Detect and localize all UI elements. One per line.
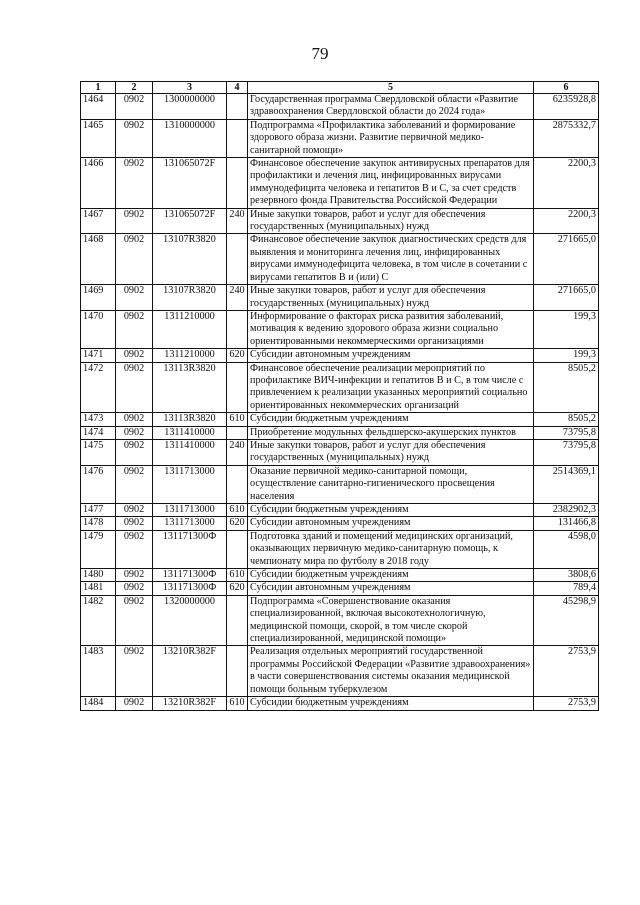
item-name: Субсидии автономным учреждениям: [248, 582, 534, 595]
amount: 2200,3: [534, 158, 599, 209]
section-code: 0902: [116, 349, 153, 362]
page-number: 79: [311, 44, 329, 63]
target-article-code: 13113R3820: [153, 413, 227, 426]
amount: 2514369,1: [534, 465, 599, 503]
section-code: 0902: [116, 517, 153, 530]
row-number: 1470: [81, 310, 116, 348]
table-body: [81, 94, 599, 711]
table-row: [81, 94, 599, 120]
section-code: 0902: [116, 362, 153, 413]
expense-type-code: [227, 530, 248, 568]
row-number: 1479: [81, 530, 116, 568]
table-row: [81, 439, 599, 465]
table-row: [81, 285, 599, 311]
budget-table: [80, 81, 599, 711]
row-number: 1465: [81, 119, 116, 157]
section-code: 0902: [116, 208, 153, 234]
table-row: [81, 119, 599, 157]
expense-type-code: [227, 646, 248, 697]
expense-type-code: [227, 595, 248, 646]
expense-type-code: [227, 94, 248, 120]
row-number: 1477: [81, 504, 116, 517]
item-name: Иные закупки товаров, работ и услуг для обеспечения государственных (муниципальных) нужд: [248, 285, 534, 311]
item-name: Реализация отдельных мероприятий государственной программы Российской Федерации «Развитие здравоохранения» в части совершенствования системы оказания медицинской помощи больным туберкулезом: [248, 646, 534, 697]
target-article-code: 1311410000: [153, 426, 227, 439]
row-number: 1478: [81, 517, 116, 530]
item-name: Субсидии бюджетным учреждениям: [248, 697, 534, 710]
row-number: 1476: [81, 465, 116, 503]
table-row: [81, 465, 599, 503]
section-code: 0902: [116, 569, 153, 582]
table-header: [81, 82, 599, 94]
expense-type-code: [227, 310, 248, 348]
amount: 2875332,7: [534, 119, 599, 157]
row-number: 1474: [81, 426, 116, 439]
item-name: Субсидии бюджетным учреждениям: [248, 504, 534, 517]
item-name: Субсидии автономным учреждениям: [248, 349, 534, 362]
target-article-code: 131065072F: [153, 158, 227, 209]
target-article-code: 131171300Ф: [153, 582, 227, 595]
section-code: 0902: [116, 646, 153, 697]
item-name: Финансовое обеспечение реализации мероприятий по профилактике ВИЧ-инфекции и гепатитов В и С, в том числе с привлечением к реализации указанных мероприятий социально ориентированных некоммерческих организаций: [248, 362, 534, 413]
expense-type-code: 620: [227, 517, 248, 530]
target-article-code: 131065072F: [153, 208, 227, 234]
target-article-code: 1311210000: [153, 349, 227, 362]
row-number: 1469: [81, 285, 116, 311]
row-number: 1472: [81, 362, 116, 413]
table-row: [81, 413, 599, 426]
target-article-code: 1320000000: [153, 595, 227, 646]
target-article-code: 131171300Ф: [153, 569, 227, 582]
amount: 271665,0: [534, 234, 599, 285]
table-row: [81, 517, 599, 530]
header-col-6: 6: [534, 82, 599, 94]
section-code: 0902: [116, 439, 153, 465]
table-row: [81, 646, 599, 697]
amount: 271665,0: [534, 285, 599, 311]
row-number: 1464: [81, 94, 116, 120]
item-name: Субсидии бюджетным учреждениям: [248, 413, 534, 426]
item-name: Финансовое обеспечение закупок диагностических средств для выявления и мониторинга лечения лиц, инфицированных вирусами иммунодефицита человека, в том числе в сочетании с вирусами гепатитов В и (или) С: [248, 234, 534, 285]
amount: 199,3: [534, 310, 599, 348]
expense-type-code: 610: [227, 569, 248, 582]
table-row: [81, 595, 599, 646]
table-row: [81, 362, 599, 413]
section-code: 0902: [116, 285, 153, 311]
target-article-code: 1300000000: [153, 94, 227, 120]
amount: 199,3: [534, 349, 599, 362]
amount: 789,4: [534, 582, 599, 595]
target-article-code: 13107R3820: [153, 285, 227, 311]
table-row: [81, 234, 599, 285]
section-code: 0902: [116, 234, 153, 285]
item-name: Иные закупки товаров, работ и услуг для обеспечения государственных (муниципальных) нужд: [248, 208, 534, 234]
target-article-code: 1311410000: [153, 439, 227, 465]
expense-type-code: [227, 119, 248, 157]
expense-type-code: 240: [227, 208, 248, 234]
section-code: 0902: [116, 697, 153, 710]
target-article-code: 1311210000: [153, 310, 227, 348]
table-row: [81, 310, 599, 348]
header-row: [81, 82, 599, 94]
amount: 45298,9: [534, 595, 599, 646]
section-code: 0902: [116, 504, 153, 517]
amount: 4598,0: [534, 530, 599, 568]
table-row: [81, 158, 599, 209]
section-code: 0902: [116, 310, 153, 348]
amount: 131466,8: [534, 517, 599, 530]
amount: 2382902,3: [534, 504, 599, 517]
amount: 2753,9: [534, 646, 599, 697]
item-name: Финансовое обеспечение закупок антивирусных препаратов для профилактики и лечения лиц, инфицированных вирусами иммунодефицита человека и гепатитов В и С, за счет средств резервного фонда Правительства Российской Федерации: [248, 158, 534, 209]
amount: 8505,2: [534, 413, 599, 426]
header-col-2: 2: [116, 82, 153, 94]
section-code: 0902: [116, 413, 153, 426]
amount: 73795,8: [534, 439, 599, 465]
amount: 3808,6: [534, 569, 599, 582]
expense-type-code: [227, 465, 248, 503]
section-code: 0902: [116, 158, 153, 209]
amount: 2200,3: [534, 208, 599, 234]
table-row: [81, 582, 599, 595]
table-row: [81, 208, 599, 234]
section-code: 0902: [116, 530, 153, 568]
row-number: 1481: [81, 582, 116, 595]
item-name: Подпрограмма «Совершенствование оказания специализированной, включая высокотехнологичную, медицинской помощи, скорой, в том числе скорой специализированной, медицинской помощи»: [248, 595, 534, 646]
row-number: 1466: [81, 158, 116, 209]
table-row: [81, 569, 599, 582]
expense-type-code: 610: [227, 697, 248, 710]
expense-type-code: [227, 234, 248, 285]
row-number: 1467: [81, 208, 116, 234]
table-row: [81, 697, 599, 710]
expense-type-code: [227, 426, 248, 439]
section-code: 0902: [116, 582, 153, 595]
table-row: [81, 349, 599, 362]
amount: 2753,9: [534, 697, 599, 710]
row-number: 1480: [81, 569, 116, 582]
table-row: [81, 426, 599, 439]
target-article-code: 13113R3820: [153, 362, 227, 413]
expense-type-code: 610: [227, 504, 248, 517]
target-article-code: 1311713000: [153, 517, 227, 530]
item-name: Субсидии автономным учреждениям: [248, 517, 534, 530]
amount: 8505,2: [534, 362, 599, 413]
table-row: [81, 530, 599, 568]
row-number: 1484: [81, 697, 116, 710]
amount: 73795,8: [534, 426, 599, 439]
expense-type-code: 620: [227, 349, 248, 362]
section-code: 0902: [116, 119, 153, 157]
header-col-3: 3: [153, 82, 227, 94]
item-name: Иные закупки товаров, работ и услуг для обеспечения государственных (муниципальных) нужд: [248, 439, 534, 465]
item-name: Подпрограмма «Профилактика заболеваний и формирование здорового образа жизни. Развитие первичной медико-санитарной помощи»: [248, 119, 534, 157]
item-name: Информирование о факторах риска развития заболеваний, мотивация к ведению здорового образа жизни социально ориентированными некоммерческими организациями: [248, 310, 534, 348]
target-article-code: 13210R382F: [153, 697, 227, 710]
item-name: Субсидии бюджетным учреждениям: [248, 569, 534, 582]
row-number: 1473: [81, 413, 116, 426]
expense-type-code: 620: [227, 582, 248, 595]
expense-type-code: 610: [227, 413, 248, 426]
target-article-code: 1311713000: [153, 465, 227, 503]
target-article-code: 1311713000: [153, 504, 227, 517]
target-article-code: 13210R382F: [153, 646, 227, 697]
expense-type-code: 240: [227, 439, 248, 465]
item-name: Оказание первичной медико-санитарной помощи, осуществление санитарно-гигиенического просвещения населения: [248, 465, 534, 503]
row-number: 1475: [81, 439, 116, 465]
row-number: 1482: [81, 595, 116, 646]
expense-type-code: 240: [227, 285, 248, 311]
item-name: Государственная программа Свердловской области «Развитие здравоохранения Свердловской области до 2024 года»: [248, 94, 534, 120]
table-row: [81, 504, 599, 517]
item-name: Приобретение модульных фельдшерско-акушерских пунктов: [248, 426, 534, 439]
section-code: 0902: [116, 595, 153, 646]
row-number: 1483: [81, 646, 116, 697]
target-article-code: 131171300Ф: [153, 530, 227, 568]
header-col-1: 1: [81, 82, 116, 94]
target-article-code: 13107R3820: [153, 234, 227, 285]
section-code: 0902: [116, 426, 153, 439]
target-article-code: 1310000000: [153, 119, 227, 157]
expense-type-code: [227, 158, 248, 209]
section-code: 0902: [116, 465, 153, 503]
expense-type-code: [227, 362, 248, 413]
row-number: 1468: [81, 234, 116, 285]
row-number: 1471: [81, 349, 116, 362]
item-name: Подготовка зданий и помещений медицинских организаций, оказывающих первичную медико-санитарную помощь, к чемпионату мира по футболу в 2018 году: [248, 530, 534, 568]
amount: 6235928,8: [534, 94, 599, 120]
header-col-5: 5: [248, 82, 534, 94]
section-code: 0902: [116, 94, 153, 120]
header-col-4: 4: [227, 82, 248, 94]
